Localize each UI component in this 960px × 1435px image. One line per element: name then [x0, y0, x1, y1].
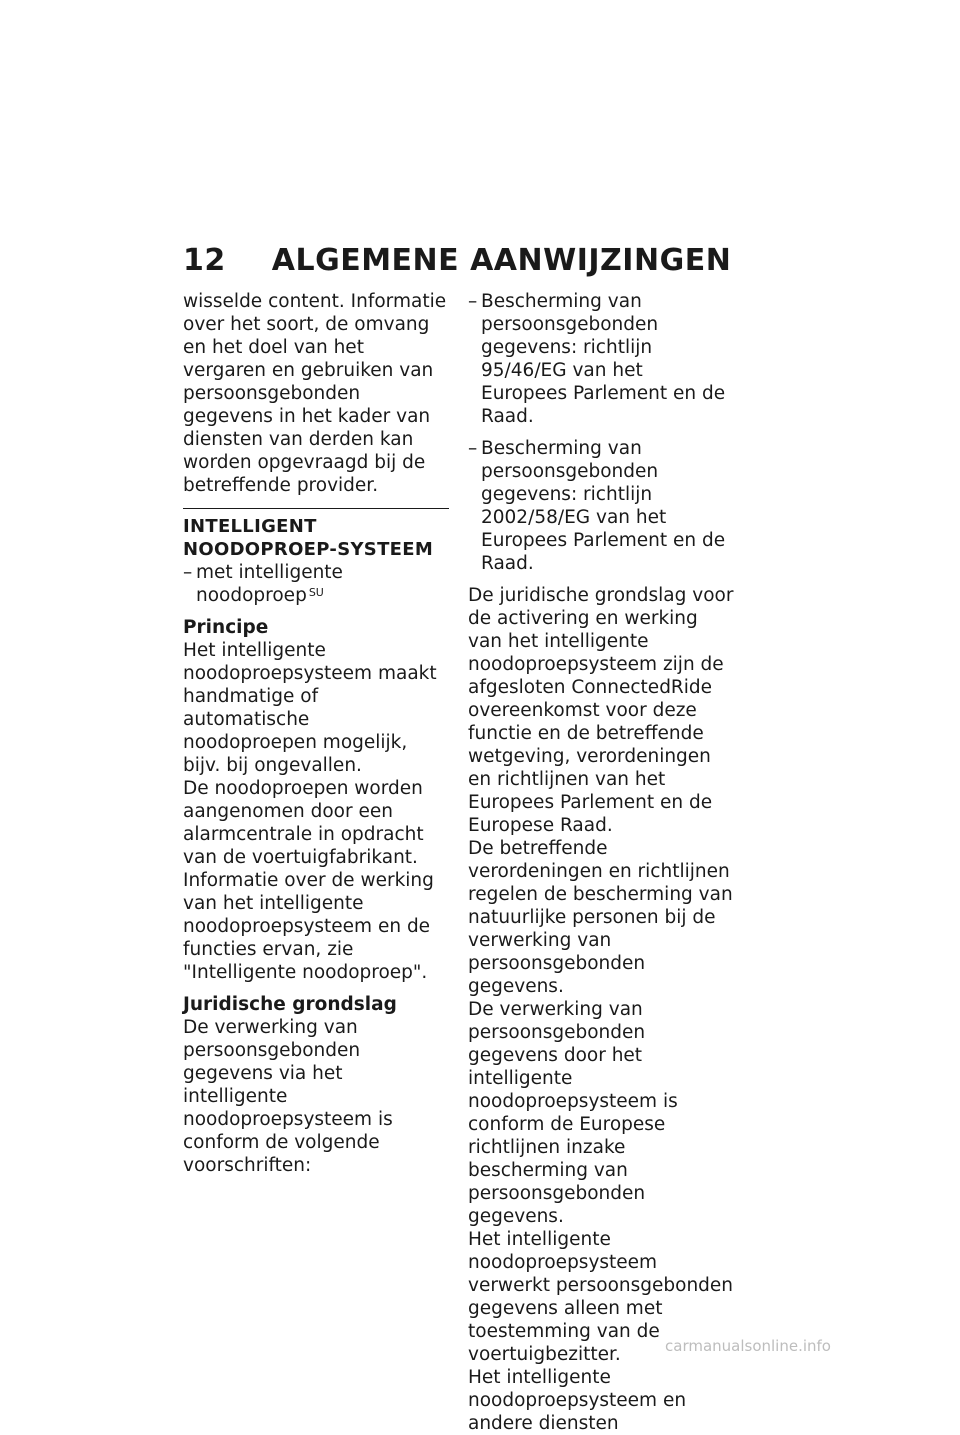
- body-paragraph-2: De betreffende verordeningen en richtlijnen regelen de bescherming van natuurlijke personen bij de verwerking van persoonsgebonden gegevens.: [468, 838, 733, 997]
- bullet-text: met intelligente noodoproep: [196, 562, 343, 606]
- body-paragraph-4: Het intelligente noodoproepsysteem verwerkt persoonsgebonden gegevens alleen met toestemming van de voertuigbezitter.: [468, 1229, 734, 1365]
- chapter-title: ALGEMENE AANWIJZINGEN: [271, 243, 732, 278]
- section-title: INTELLIGENT NOODOPROEP-SYSTEEM: [183, 516, 434, 560]
- body-paragraph-5: Het intelligente noodoproepsysteem en andere diensten: [468, 1367, 687, 1434]
- intro-paragraph: wisselde content. Informatie over het soort, de omvang en het doel van het vergaren en gebruiken van persoonsgebonden gegevens in het kader van diensten van derden kan worden opgevraagd bij de betreffende provider.: [183, 291, 447, 496]
- left-column: [183, 290, 449, 1177]
- bullet-dash: –: [468, 438, 478, 459]
- bullet-text: Bescherming van persoonsgebonden gegevens: richtlijn 95/46/EG van het Europees Parlement en de Raad.: [481, 291, 726, 427]
- juridisch-paragraph-1: De verwerking van persoonsgebonden gegevens via het intelligente noodoproepsysteem is conform de volgende voorschriften:: [183, 1017, 393, 1176]
- principe-paragraph-1: Het intelligente noodoproepsysteem maakt handmatige of automatische noodoproepen mogelijk, bijv. bij ongevallen.: [183, 640, 437, 776]
- chapter-number: 12: [183, 243, 226, 278]
- section-divider: [183, 508, 449, 509]
- body-paragraph-3: De verwerking van persoonsgebonden gegevens door het intelligente noodoproepsysteem is conform de Europese richtlijnen inzake bescherming van persoonsgebonden gegevens.: [468, 999, 678, 1227]
- body-paragraph-1: De juridische grondslag voor de activering en werking van het intelligente noodoproepsysteem zijn de afgesloten ConnectedRide overeenkomst voor deze functie en de betreffende wetgeving, verordeningen en richtlijnen van het Europees Parlement en de Europese Raad.: [468, 585, 734, 836]
- bullet-text: Bescherming van persoonsgebonden gegevens: richtlijn 2002/58/EG van het Europees Parlement en de Raad.: [481, 438, 726, 574]
- bullet-dash: –: [468, 291, 478, 312]
- juridisch-heading: Juridische grondslag: [183, 994, 397, 1015]
- page-header: [183, 243, 731, 278]
- equipment-bullet: [183, 561, 449, 607]
- watermark-text: carmanualsonline.info: [665, 1337, 831, 1355]
- principe-paragraph-3: Informatie over de werking van het intelligente noodoproepsysteem en de functies ervan, zie "Intelligente noodoproep".: [183, 870, 434, 983]
- directive-bullet: [468, 437, 734, 575]
- superscript-code: SU: [308, 586, 324, 599]
- principe-heading: Principe: [183, 617, 269, 638]
- right-column: [468, 290, 734, 1435]
- directive-bullet: [468, 290, 734, 428]
- principe-paragraph-2: De noodoproepen worden aangenomen door een alarmcentrale in opdracht van de voertuigfabrikant.: [183, 778, 424, 868]
- bullet-dash: –: [183, 562, 193, 583]
